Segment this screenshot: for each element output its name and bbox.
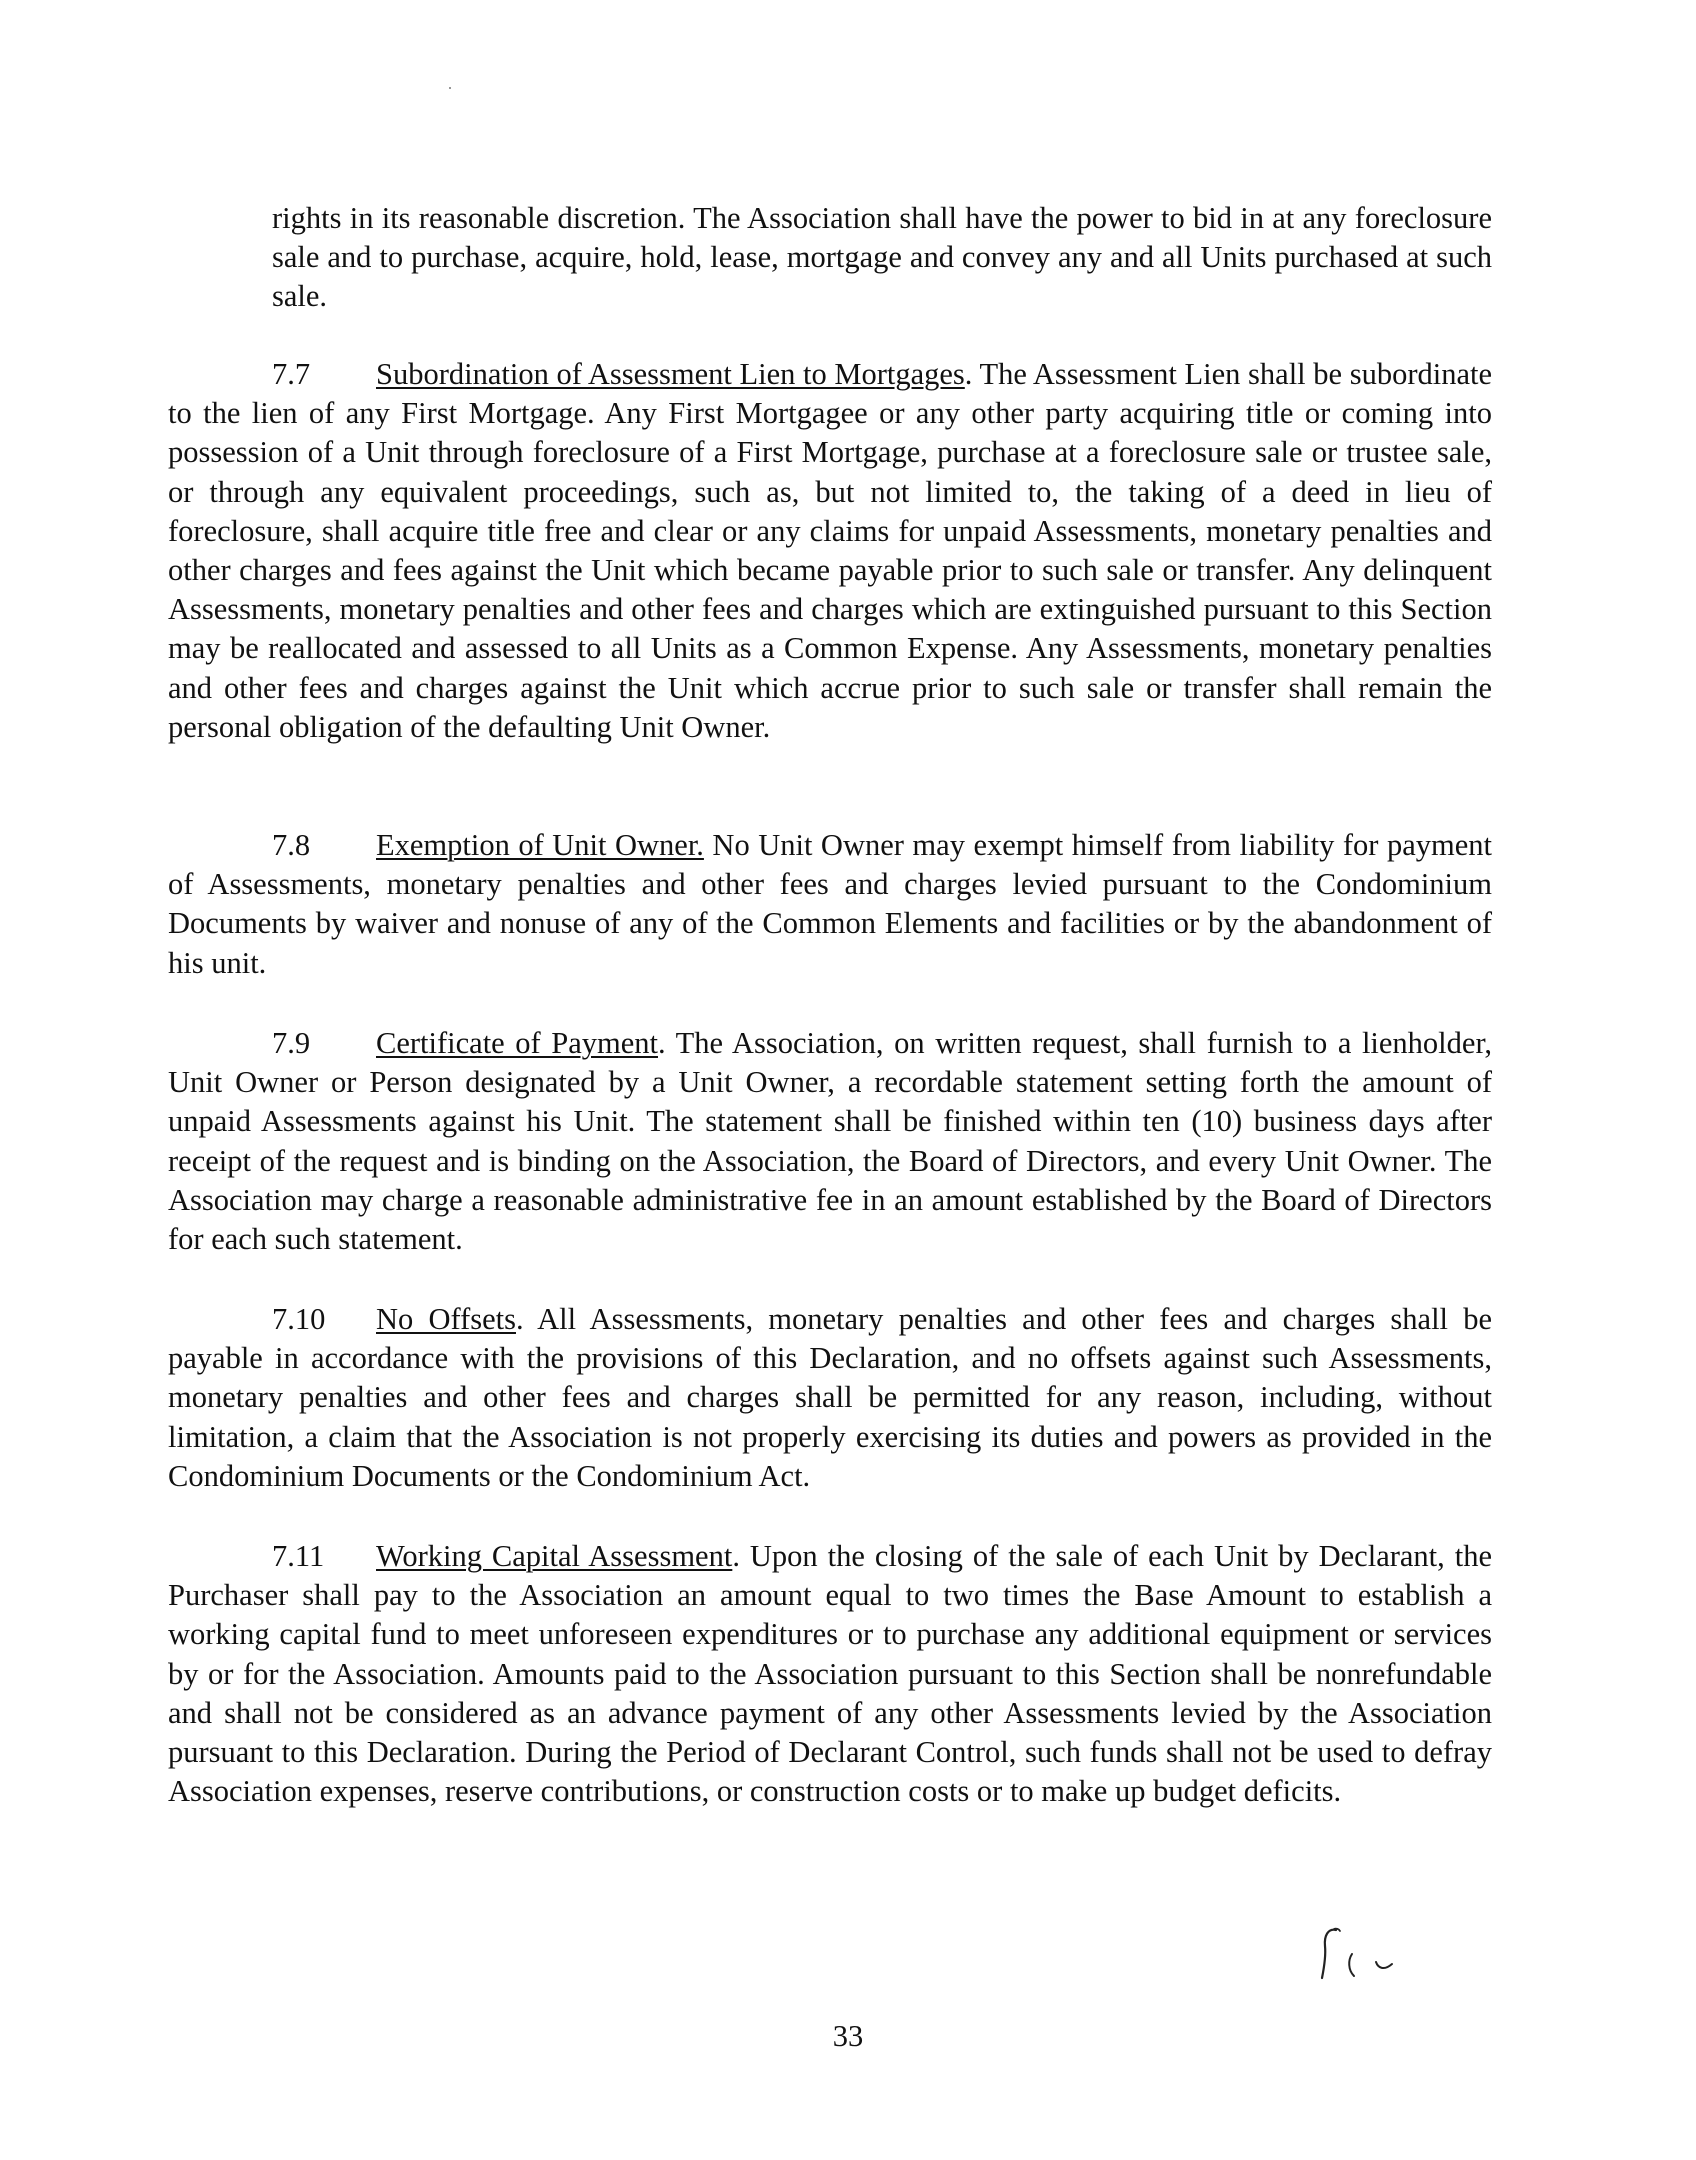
section-title: Working Capital Assessment (376, 1539, 733, 1573)
section-7-11 (168, 1537, 1492, 1811)
section-number: 7.11 (272, 1539, 325, 1573)
section-number: 7.9 (272, 1026, 311, 1060)
section-7-7 (168, 355, 1492, 747)
handwritten-initials (1318, 1924, 1400, 1984)
section-title: Exemption of Unit Owner. (376, 828, 704, 862)
section-7-9 (168, 1024, 1492, 1259)
section-number: 7.8 (272, 828, 311, 862)
section-number: 7.7 (272, 357, 311, 391)
section-body: . Upon the closing of the sale of each Unit by Declarant, the Purchaser shall pay to the Association an amount equal to two times the Base Amount to establish a working capital fund to meet unforeseen expenditures or to purchase any additional equipment or services by or for the Association. Amounts paid to the Association pursuant to this Section shall be nonrefundable and shall not be considered as an advance payment of any other Assessments levied by the Association pursuant to this Declaration. During the Period of Declarant Control, such funds shall not be used to defray Association expenses, reserve contributions, or construction costs or to make up budget deficits. (168, 1539, 1492, 1809)
scan-speck (449, 87, 451, 89)
section-7-10 (168, 1300, 1492, 1496)
section-body: . The Association, on written request, shall furnish to a lienholder, Unit Owner or Person designated by a Unit Owner, a recordable statement setting forth the amount of unpaid Assessments against his Unit. The statement shall be finished within ten (10) business days after receipt of the request and is binding on the Association, the Board of Directors, and every Unit Owner. The Association may charge a reasonable administrative fee in an amount established by the Board of Directors for each such statement. (168, 1026, 1493, 1257)
section-number: 7.10 (272, 1302, 326, 1336)
section-title: No Offsets (376, 1302, 516, 1336)
section-title: Subordination of Assessment Lien to Mortgages (376, 357, 965, 391)
page-number: 33 (832, 2019, 864, 2053)
section-7-8 (168, 826, 1492, 983)
section-body: No Unit Owner may exempt himself from liability for payment of Assessments, monetary penalties and other fees and charges levied pursuant to the Condominium Documents by waiver and nonuse of any of the Common Elements and facilities or by the abandonment of his unit. (168, 828, 1492, 980)
continuation-paragraph: rights in its reasonable discretion. The Association shall have the power to bid in at any foreclosure sale and to purchase, acquire, hold, lease, mortgage and convey any and all Units purchased at such sale. (272, 201, 1492, 314)
section-body: . The Assessment Lien shall be subordinate to the lien of any First Mortgage. Any First Mortgagee or any other party acquiring title or coming into possession of a Unit through foreclosure of a First Mortgage, purchase at a foreclosure sale or trustee sale, or through any equivalent proceedings, such as, but not limited to, the taking of a deed in lieu of foreclosure, shall acquire title free and clear or any claims for unpaid Assessments, monetary penalties and other charges and fees against the Unit which became payable prior to such sale or transfer. Any delinquent Assessments, monetary penalties and other fees and charges which are extinguished pursuant to this Section may be reallocated and assessed to all Units as a Common Expense. Any Assessments, monetary penalties and other fees and charges against the Unit which accrue prior to such sale or transfer shall remain the personal obligation of the defaulting Unit Owner. (168, 357, 1492, 744)
section-title: Certificate of Payment (376, 1026, 658, 1060)
section-body: . All Assessments, monetary penalties and other fees and charges shall be payable in accordance with the provisions of this Declaration, and no offsets against such Assessments, monetary penalties and other fees and charges shall be permitted for any reason, including, without limitation, a claim that the Association is not properly exercising its duties and powers as provided in the Condominium Documents or the Condominium Act. (168, 1302, 1492, 1493)
